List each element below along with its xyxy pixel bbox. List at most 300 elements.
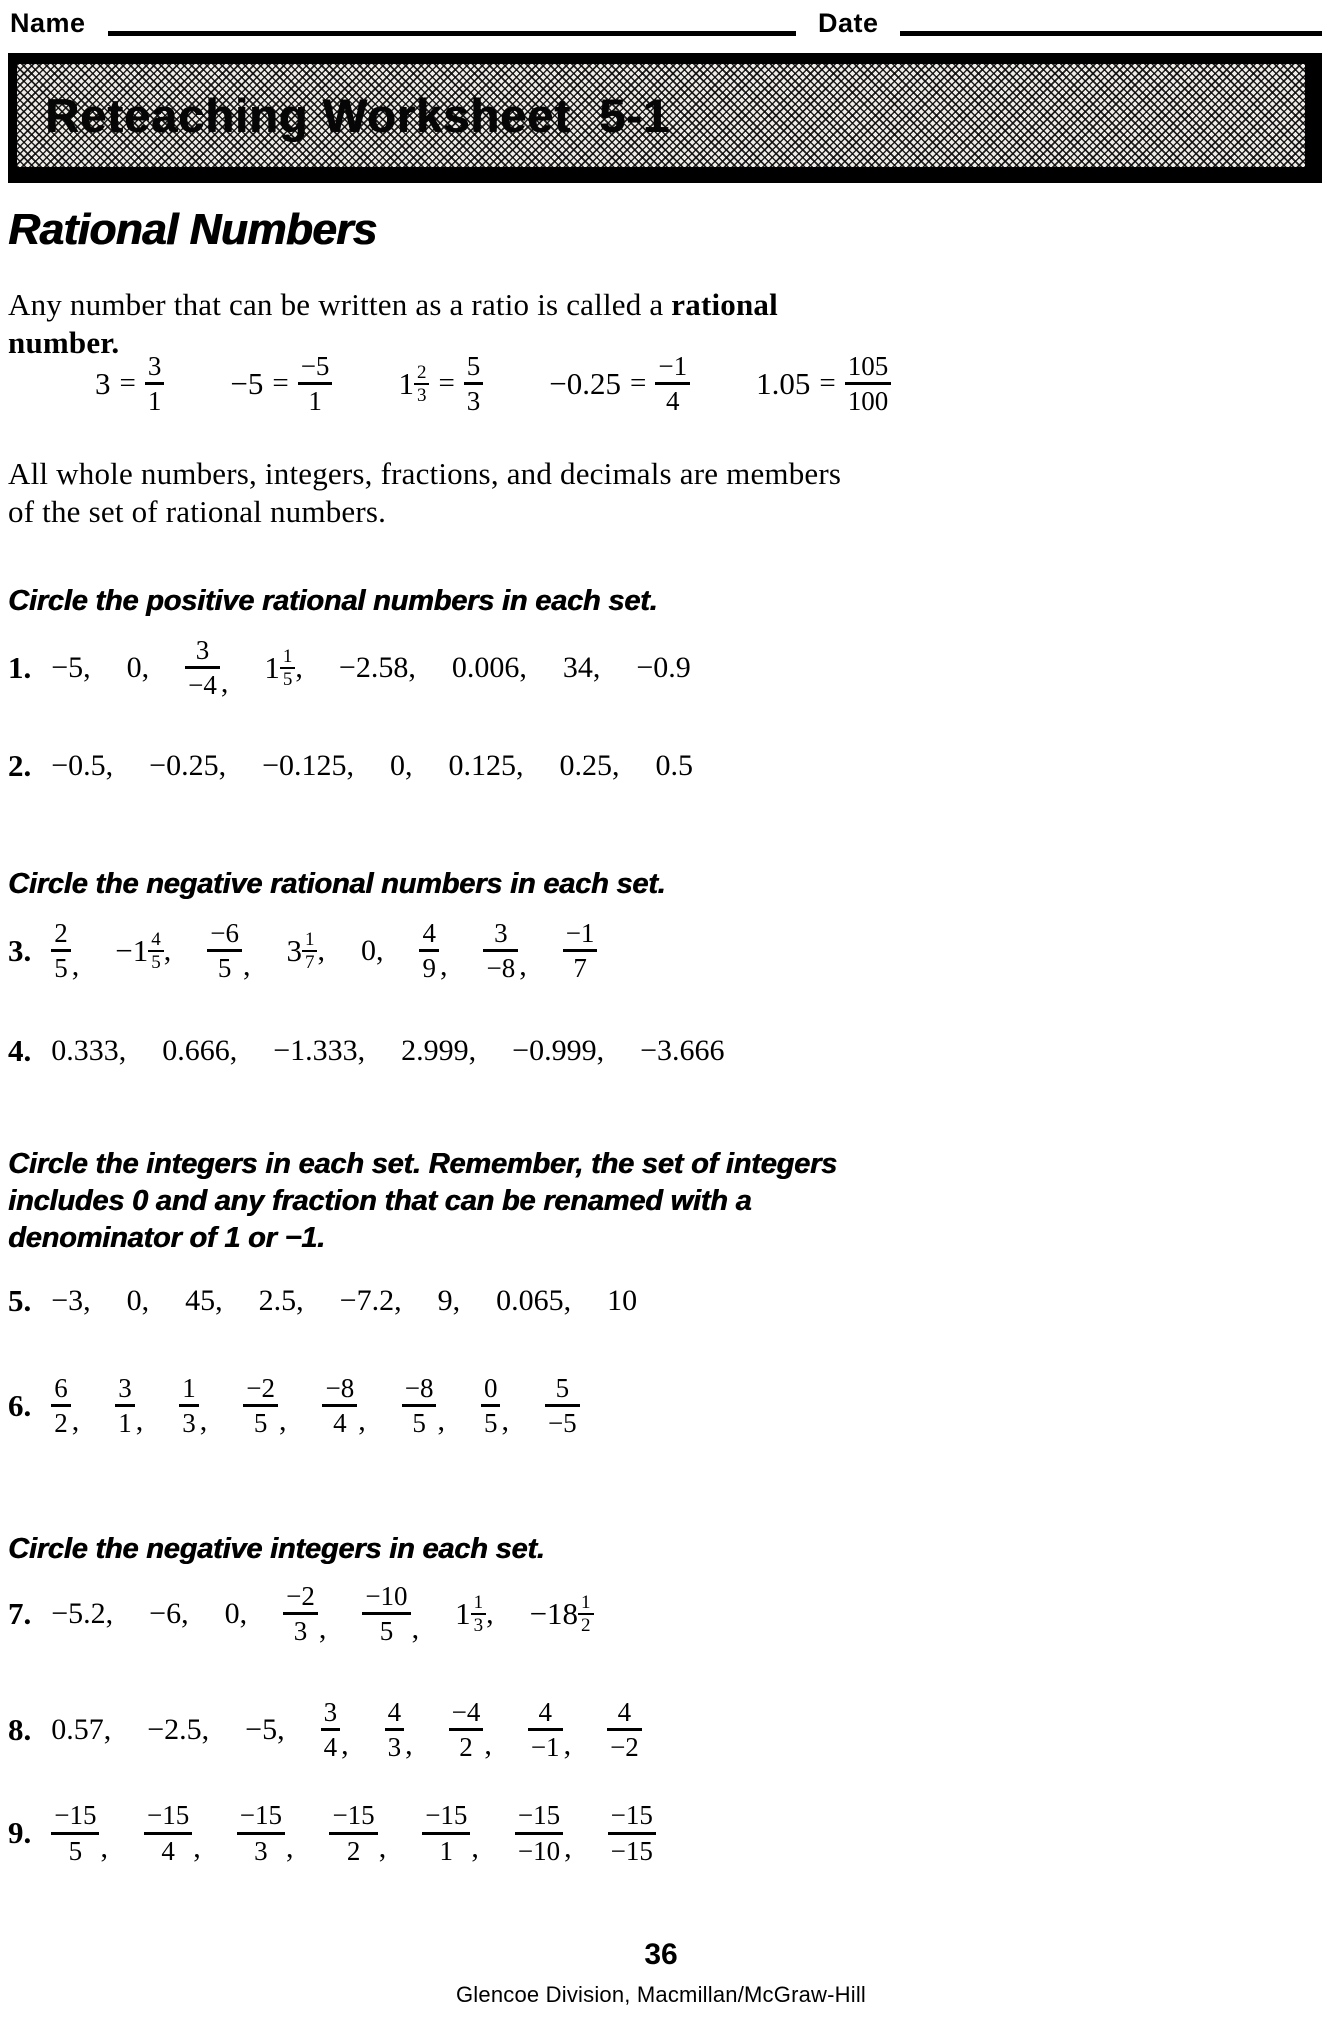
problem-item (530, 1593, 594, 1635)
comma: , (83, 650, 91, 684)
fraction-numerator: −8 (404, 1373, 434, 1403)
fraction (51, 1374, 71, 1438)
comma: , (193, 1831, 201, 1865)
fraction-bar (545, 1404, 580, 1407)
problem-item (545, 1374, 580, 1438)
equals-sign: = (819, 367, 836, 400)
fraction-numerator: 3 (147, 351, 162, 381)
comma: , (411, 1611, 420, 1645)
problem-row (8, 1283, 1322, 1319)
name-label: Name (10, 8, 86, 38)
fraction-denominator: 4 (333, 1408, 347, 1439)
equals-sign: = (119, 367, 136, 400)
number-text: 3 (95, 365, 111, 401)
comma: , (100, 1831, 108, 1865)
worksheet-section (8, 866, 1322, 1069)
comma: , (486, 1596, 494, 1630)
problem-item (51, 1284, 90, 1318)
number-text: −5 (230, 365, 264, 401)
comma: , (181, 1596, 189, 1630)
problem-item (385, 1698, 413, 1762)
fraction (655, 352, 690, 416)
fraction-bar (483, 949, 518, 952)
fraction-numerator: 0 (483, 1373, 498, 1403)
problem-number: 9. (8, 1815, 32, 1851)
problem-row (8, 1698, 1322, 1762)
fraction-bar (237, 1832, 285, 1835)
problem-item (361, 934, 384, 968)
comma: , (296, 1284, 304, 1317)
equals-sign: = (630, 367, 647, 400)
fraction-numerator: −5 (300, 351, 330, 381)
number-text: 0 (390, 748, 406, 782)
fraction (402, 1374, 437, 1438)
fraction-denominator: 5 (217, 953, 232, 984)
fraction-denominator: 1 (118, 1408, 132, 1439)
comma: , (596, 1033, 605, 1067)
number-text: −0.25 (549, 365, 622, 401)
problem-item (563, 919, 598, 983)
section-heading-line: Circle the positive rational numbers in each set. (8, 585, 658, 617)
number-text: 0.006 (451, 650, 520, 684)
fraction-bar (362, 1612, 410, 1615)
comma: , (295, 650, 303, 684)
problem-item (528, 1698, 571, 1762)
problem-item (449, 749, 524, 783)
intro-line-1 (8, 286, 778, 324)
comma: , (484, 1727, 492, 1761)
comma: , (501, 1403, 509, 1437)
number-text: −1.333 (273, 1033, 358, 1067)
comma: , (163, 933, 172, 967)
fraction-bar (321, 1728, 341, 1731)
fraction-denominator: 5 (68, 1835, 83, 1866)
fraction-denominator: 9 (422, 953, 436, 984)
mixed-number (115, 930, 163, 972)
number-text: 9 (437, 1284, 453, 1317)
fraction-numerator: 2 (54, 918, 68, 948)
fraction-denominator: −8 (486, 953, 516, 984)
fraction-numerator: −10 (365, 1581, 408, 1611)
fraction-bar (207, 949, 242, 952)
problem-item (51, 749, 113, 783)
fraction-denominator: 3 (466, 386, 481, 417)
whole-part: 1 (398, 366, 414, 402)
problem-item (563, 651, 601, 685)
problem-item (225, 1597, 248, 1631)
problem-row (8, 1801, 1322, 1865)
number-text: −2.5 (147, 1712, 202, 1746)
fraction-denominator: 3 (254, 1835, 268, 1866)
fraction-bar (449, 1728, 484, 1731)
problem-item (149, 749, 226, 783)
fraction-denominator: 7 (573, 953, 587, 984)
banner-title: Reteaching Worksheet 5-1 (45, 89, 670, 142)
problem-item (115, 1374, 143, 1438)
comma: , (468, 1033, 477, 1067)
problem-item (286, 930, 325, 972)
fraction-denominator: 4 (161, 1835, 175, 1866)
comma: , (71, 948, 80, 982)
comma: , (215, 1284, 223, 1317)
fraction-denominator: 100 (847, 386, 889, 417)
worksheet-banner (8, 53, 1322, 183)
comma: , (105, 748, 114, 782)
fraction-numerator: 1 (581, 1591, 591, 1613)
comma: , (519, 650, 527, 684)
problem-item (449, 1698, 492, 1762)
fraction (563, 919, 598, 983)
fraction-denominator: 3 (182, 1408, 196, 1439)
problem-item (656, 749, 694, 783)
comma: , (220, 665, 229, 699)
problem-item (401, 1034, 476, 1068)
comma: , (375, 933, 384, 967)
fraction (321, 1698, 341, 1762)
problem-item (243, 1374, 286, 1438)
fraction-denominator: 3 (387, 1732, 402, 1763)
comma: , (516, 748, 524, 782)
comma: , (277, 1712, 285, 1746)
fraction-denominator: 1 (308, 386, 322, 417)
fraction (483, 919, 518, 983)
fraction-numerator: 1 (282, 645, 293, 667)
name-blank-line (108, 31, 796, 36)
comma: , (278, 1403, 287, 1437)
number-text: −2.58 (338, 650, 409, 684)
comma: , (118, 1033, 127, 1067)
comma: , (408, 650, 416, 684)
problem-item (179, 1374, 207, 1438)
comma: , (141, 650, 150, 684)
fraction-numerator: 1 (182, 1373, 196, 1403)
comma: , (229, 1033, 238, 1067)
comma: , (394, 1284, 402, 1317)
example-equation (756, 352, 891, 416)
problem-item (481, 1374, 509, 1438)
number-text: 2.999 (401, 1033, 469, 1067)
fraction-numerator: 6 (54, 1373, 68, 1403)
problem-item (438, 1284, 461, 1318)
problem-item (185, 636, 228, 700)
worksheet-section (8, 1146, 1322, 1438)
fraction-numerator: 3 (323, 1696, 338, 1727)
fraction-numerator: −2 (246, 1373, 275, 1403)
fraction-denominator: 5 (151, 951, 161, 973)
publisher-line: Glencoe Division, Macmillan/McGraw-Hill (456, 1982, 866, 2007)
fraction-bar (563, 949, 598, 952)
fraction-numerator: 1 (304, 928, 315, 950)
comma: , (285, 1831, 294, 1865)
fraction-bar (845, 382, 892, 385)
fraction-denominator: 2 (346, 1835, 361, 1866)
number-text: 0 (126, 1284, 142, 1317)
comma: , (612, 748, 620, 782)
number-text: 0.666 (162, 1033, 230, 1067)
fraction-numerator: −15 (54, 1800, 97, 1831)
page-number: 36 (644, 1938, 678, 1971)
comma: , (103, 1712, 112, 1746)
problem-item (51, 1597, 113, 1631)
fraction-denominator: 1 (147, 386, 162, 417)
fraction-numerator: 3 (494, 918, 508, 948)
comma: , (405, 1727, 413, 1761)
fraction-bar (481, 1404, 501, 1407)
problem-item (51, 1713, 111, 1747)
fraction-bar (145, 382, 165, 385)
problem-number: 7. (8, 1595, 32, 1631)
number-text: −0.5 (51, 748, 106, 782)
problem-item (147, 1713, 209, 1747)
worksheet-section (8, 1531, 1322, 1865)
worksheet-section (8, 583, 1322, 784)
whole-part: 1 (455, 1596, 471, 1632)
fraction-denominator: 5 (54, 953, 68, 984)
fraction (449, 1698, 484, 1762)
fraction-bar (422, 1832, 470, 1835)
fraction-bar (51, 1404, 71, 1407)
comma: , (358, 1403, 366, 1437)
comma: , (218, 748, 227, 782)
problem-item (144, 1801, 201, 1865)
fraction-bar (298, 382, 333, 385)
problem-item (455, 1593, 494, 1635)
problem-item (636, 651, 690, 685)
fraction-bar (144, 1832, 192, 1835)
problem-number: 4. (8, 1032, 32, 1068)
comma: , (141, 1284, 150, 1317)
whole-part: 1 (264, 650, 280, 686)
fraction (362, 1582, 410, 1646)
body-paragraph (8, 455, 841, 531)
comma: , (563, 1284, 572, 1317)
fraction-bar (51, 1832, 99, 1835)
comma: , (201, 1712, 210, 1746)
mixed-number (398, 363, 429, 405)
fraction-bar (185, 666, 220, 669)
problem-item (207, 919, 250, 983)
number-text: −5.2 (51, 1596, 106, 1630)
fraction-bar (528, 1728, 563, 1731)
section-heading-line: Circle the negative integers in each set. (8, 1533, 545, 1565)
number-text: 10 (607, 1284, 638, 1317)
problem-item (340, 1284, 402, 1318)
number-text: 0.5 (655, 748, 694, 782)
date-blank-line (900, 31, 1322, 36)
fraction-bar (179, 1404, 199, 1407)
fraction-denominator: 4 (323, 1732, 338, 1763)
problem-item (127, 651, 150, 685)
comma: , (318, 1611, 327, 1645)
problem-item (402, 1374, 445, 1438)
fraction (385, 1698, 405, 1762)
fraction (237, 1801, 285, 1865)
problem-item (262, 749, 354, 783)
whole-part: −1 (115, 933, 149, 969)
fraction-numerator: 3 (118, 1373, 132, 1403)
problem-item (51, 1801, 108, 1865)
problem-row (8, 748, 1322, 784)
mixed-number (286, 930, 317, 972)
problem-item (321, 1698, 349, 1762)
problem-item (483, 919, 526, 983)
fraction-numerator: −1 (565, 918, 595, 948)
problem-number: 2. (8, 747, 32, 783)
fraction-numerator: 5 (555, 1373, 570, 1403)
fraction-denominator: 3 (473, 1614, 484, 1636)
fraction (280, 647, 296, 689)
body-line-1: All whole numbers, integers, fractions, and decimals are members (8, 456, 842, 491)
problem-item (607, 1698, 642, 1762)
fraction-numerator: −8 (325, 1373, 355, 1403)
fraction-denominator: 5 (253, 1408, 268, 1439)
fraction-bar (115, 1404, 135, 1407)
problem-item (422, 1801, 479, 1865)
fraction-denominator: −15 (610, 1835, 653, 1866)
lesson-title: Rational Numbers (8, 205, 377, 254)
comma: , (341, 1727, 349, 1761)
number-text: 1.05 (756, 365, 811, 401)
section-heading-line: Circle the negative rational numbers in each set. (8, 868, 666, 900)
fraction-numerator: 105 (847, 351, 889, 381)
problem-item (264, 647, 303, 689)
section-heading-line: includes 0 and any fraction that can be renamed with a (8, 1185, 752, 1217)
fraction (302, 930, 318, 972)
problem-row (8, 1582, 1322, 1646)
fraction-bar (655, 382, 690, 385)
fraction-numerator: 4 (538, 1696, 552, 1727)
comma: , (592, 650, 601, 684)
example-equation (95, 352, 164, 416)
number-text: 0.125 (448, 748, 517, 782)
fraction (607, 1698, 642, 1762)
fraction (414, 363, 430, 405)
fraction (115, 1374, 135, 1438)
section-heading (8, 866, 1322, 903)
fraction-numerator: −4 (451, 1696, 481, 1727)
fraction (144, 1801, 192, 1865)
number-text: −0.999 (512, 1033, 597, 1067)
whole-part: 3 (286, 933, 302, 969)
fraction-bar (402, 1404, 437, 1407)
fraction (322, 1374, 357, 1438)
fraction-numerator: 2 (416, 361, 427, 383)
comma: , (71, 1403, 80, 1437)
problem-item (640, 1034, 724, 1068)
fraction (185, 636, 220, 700)
mixed-number (455, 1593, 486, 1635)
number-text: −5 (51, 650, 84, 684)
problem-item (322, 1374, 365, 1438)
example-equation (549, 352, 690, 416)
section-heading-line: denominator of 1 or −1. (8, 1222, 325, 1254)
problem-item (329, 1801, 386, 1865)
problem-item (560, 749, 620, 783)
fraction-numerator: 1 (473, 1591, 484, 1613)
problem-item (512, 1034, 604, 1068)
equals-sign: = (272, 367, 289, 400)
fraction-denominator: −2 (610, 1732, 639, 1763)
problem-item (283, 1582, 326, 1646)
comma: , (105, 1596, 114, 1630)
fraction-denominator: 2 (54, 1408, 68, 1439)
fraction-denominator: 5 (483, 1408, 498, 1439)
comma: , (199, 1403, 208, 1437)
fraction-numerator: −15 (610, 1800, 653, 1831)
problem-item (127, 1284, 150, 1318)
fraction (608, 1801, 656, 1865)
number-text: 0.57 (51, 1712, 104, 1746)
problem-item (515, 1801, 572, 1865)
number-text: −0.9 (636, 650, 691, 684)
fraction-denominator: 5 (282, 668, 293, 690)
example-equation (398, 352, 483, 416)
problem-item (608, 1801, 656, 1865)
fraction (481, 1374, 501, 1438)
section-heading-line: Circle the integers in each set. Remember, the set of integers (8, 1148, 837, 1180)
number-text: 0.065 (496, 1284, 564, 1317)
number-text: 34 (562, 650, 593, 684)
fraction (51, 919, 71, 983)
fraction-numerator: 5 (466, 351, 481, 381)
comma: , (564, 1831, 572, 1865)
fraction-bar (51, 949, 71, 952)
fraction-numerator: 4 (617, 1696, 632, 1727)
fraction-denominator: 7 (304, 951, 315, 973)
rational-number-examples (95, 352, 891, 416)
problem-item (51, 651, 90, 685)
fraction (578, 1593, 594, 1635)
fraction-numerator: −6 (210, 918, 239, 948)
fraction-numerator: −15 (425, 1800, 468, 1831)
fraction-bar (329, 1832, 377, 1835)
problem-item (496, 1284, 571, 1318)
comma: , (357, 1033, 366, 1067)
fraction-numerator: −15 (239, 1800, 282, 1831)
fraction (419, 919, 439, 983)
problem-item (51, 919, 79, 983)
problem-item (185, 1284, 223, 1318)
mixed-number (530, 1593, 594, 1635)
problem-item (339, 651, 416, 685)
fraction-denominator: −1 (530, 1732, 560, 1763)
problem-item (419, 919, 447, 983)
fraction (515, 1801, 563, 1865)
problem-item (273, 1034, 365, 1068)
comma: , (437, 1403, 445, 1437)
section-heading (8, 1146, 1322, 1257)
fraction (545, 1374, 580, 1438)
fraction (148, 930, 164, 972)
fraction-denominator: 3 (293, 1616, 308, 1647)
problem-item (51, 1374, 79, 1438)
comma: , (471, 1831, 479, 1865)
problem-item (115, 930, 171, 972)
problem-number: 3. (8, 932, 32, 968)
problem-item (51, 1034, 126, 1068)
comma: , (135, 1403, 144, 1437)
number-text: −6 (149, 1596, 182, 1630)
comma: , (239, 1596, 248, 1630)
section-heading (8, 583, 1322, 620)
fraction-numerator: −15 (146, 1800, 190, 1831)
fraction (528, 1698, 563, 1762)
problem-row (8, 1033, 1322, 1069)
fraction (471, 1593, 487, 1635)
number-text: −7.2 (339, 1284, 395, 1317)
number-text: −5 (245, 1712, 278, 1746)
fraction (298, 352, 333, 416)
